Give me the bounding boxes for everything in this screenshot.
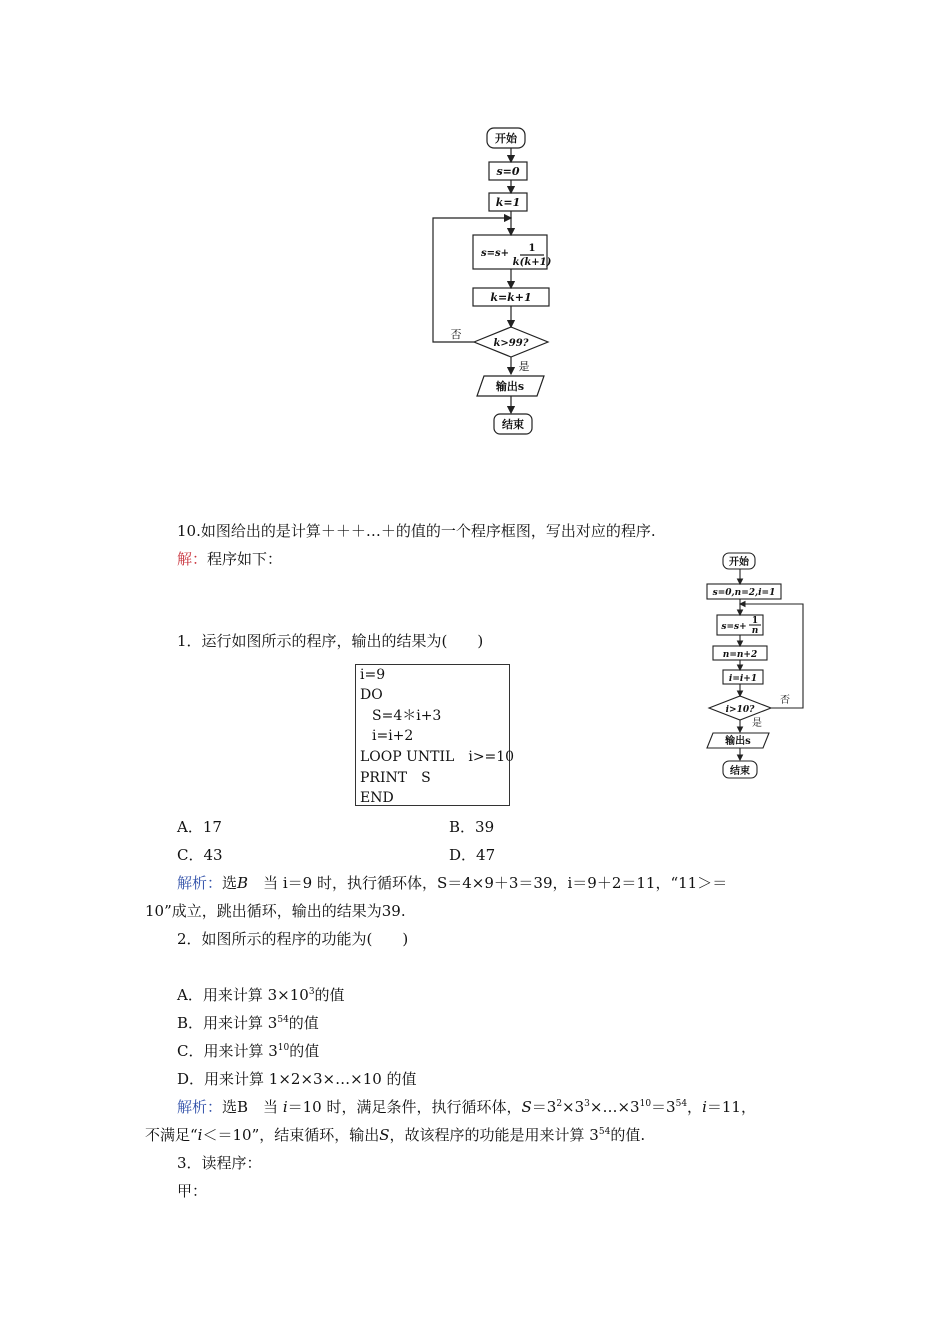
q2-sup: 10 <box>639 1099 652 1109</box>
q2-var-s: S <box>521 1098 532 1116</box>
q1-option-d: D．47 <box>449 846 496 864</box>
q2-c-pre: C．用来计算 3 <box>177 1042 278 1060</box>
q2-t1f: ＝3 <box>651 1098 676 1116</box>
q2-t1g: ， <box>687 1098 703 1116</box>
q1-option-a: A．17 <box>177 818 222 836</box>
q2-var-i: i <box>702 1098 707 1116</box>
q10-solution-text: 程序如下： <box>207 550 283 568</box>
q2-t2a: 不满足“ <box>145 1126 198 1144</box>
fc2-end-label: 结束 <box>730 766 750 777</box>
q2-c-post: 的值 <box>289 1042 320 1060</box>
q1-analysis-line1 <box>177 873 727 893</box>
fc1-no-label: 否 <box>450 328 462 341</box>
q2-b-pre: B．用来计算 3 <box>177 1014 278 1032</box>
q2-option-c <box>177 1041 319 1061</box>
q10-solution-label: 解： <box>177 550 208 568</box>
q10-text: 10.如图给出的是计算＋＋＋…＋的值的一个程序框图，写出对应的程序. <box>177 522 656 540</box>
fc1-init-s-label: s=0 <box>496 165 520 178</box>
q1-program-box <box>355 664 515 806</box>
fc1-frac-num: 1 <box>528 243 536 254</box>
q1-analysis-letter: B <box>237 874 249 892</box>
q10-solution <box>177 549 282 569</box>
q2-t1h: ＝11， <box>706 1098 756 1116</box>
q1-analysis-choice: 选 <box>222 874 238 892</box>
fc1-init-k-label: k=1 <box>495 196 521 209</box>
fc1-yes-label: 是 <box>518 360 530 373</box>
q2-sup: 54 <box>675 1099 688 1109</box>
q1-stem: 1．运行如图所示的程序，输出的结果为( ) <box>177 632 484 650</box>
q2-t1c: ＝3 <box>531 1098 557 1116</box>
q1-option-b: B．39 <box>449 818 495 836</box>
fc1-cond-label: k>99? <box>493 338 529 349</box>
code-line: LOOP UNTIL i>=10 <box>360 749 515 765</box>
flowchart-sum-n <box>695 548 815 784</box>
q2-a-post: 的值 <box>314 986 345 1004</box>
fc1-start-label: 开始 <box>495 132 517 145</box>
fc2-output-label: 输出s <box>725 736 751 747</box>
flowchart-sum-k <box>420 120 570 440</box>
q1-analysis-text: 当 i＝9 时，执行循环体，S＝4×9＋3＝39，i＝9＋2＝11，“11＞＝ <box>248 874 728 892</box>
q2-option-b <box>177 1013 319 1033</box>
q3-stem: 3．读程序： <box>177 1154 262 1172</box>
q2-t2d: 的值. <box>610 1126 646 1144</box>
q3-jia-label: 甲： <box>177 1182 208 1200</box>
q2-sup: 54 <box>598 1127 611 1137</box>
fc2-inc-i-label: i=i+1 <box>728 674 758 684</box>
q2-a-pre: A．用来计算 3×10 <box>177 986 309 1004</box>
q2-option-a <box>177 985 345 1005</box>
q2-sup: 2 <box>556 1099 563 1109</box>
q2-var-i: i <box>197 1126 203 1144</box>
code-line: END <box>360 790 394 806</box>
q2-t2b: ＜＝10”，结束循环，输出 <box>202 1126 380 1144</box>
fc1-assign-prefix: s=s+ <box>480 248 510 259</box>
fc2-start-label: 开始 <box>729 557 749 568</box>
q2-var-i: i <box>282 1098 288 1116</box>
q2-t1d: ×3 <box>562 1098 585 1116</box>
q2-t1a: 选B 当 <box>222 1098 283 1116</box>
q2-analysis-line1 <box>177 1097 756 1117</box>
code-line: i=i+2 <box>372 728 414 744</box>
fc1-end-label: 结束 <box>502 418 524 431</box>
q2-c-sup: 10 <box>277 1043 290 1053</box>
q1-option-c: C．43 <box>177 846 223 864</box>
fc2-assign-prefix: s=s+ <box>721 622 747 632</box>
q2-analysis-line2 <box>145 1125 645 1145</box>
fc1-inc-k-label: k=k+1 <box>490 291 532 304</box>
code-line: i=9 <box>360 667 386 683</box>
q2-t2c: ，故该程序的功能是用来计算 3 <box>389 1126 599 1144</box>
q2-b-sup: 54 <box>277 1015 289 1025</box>
fc2-frac-num: 1 <box>751 616 759 626</box>
q2-sup: 3 <box>584 1099 590 1109</box>
fc2-yes-label: 是 <box>752 718 762 729</box>
loop-back-line <box>433 218 511 342</box>
fc2-init-label: s=0,n=2,i=1 <box>712 588 776 598</box>
q1-analysis-line2: 10”成立，跳出循环，输出的结果为39. <box>145 902 406 920</box>
code-line: S=4＊i+3 <box>372 708 442 724</box>
q2-t1e: ×…×3 <box>589 1098 640 1116</box>
q2-t1b: ＝10 时，满足条件，执行循环体， <box>287 1098 522 1116</box>
fc2-frac-den: n <box>751 626 759 636</box>
code-line: PRINT S <box>360 770 431 786</box>
fc1-frac-den: k(k+1) <box>512 257 552 268</box>
code-line: DO <box>360 687 383 703</box>
fc2-inc-n-label: n=n+2 <box>722 650 758 660</box>
q2-var-s: S <box>379 1126 390 1144</box>
fc2-cond-label: i>10? <box>725 705 755 715</box>
q1-analysis-label: 解析： <box>177 874 223 892</box>
q2-b-post: 的值 <box>288 1014 319 1032</box>
fc1-output-label: 输出s <box>495 380 525 393</box>
q2-a-sup: 3 <box>308 987 315 997</box>
fc2-no-label: 否 <box>780 695 790 706</box>
q2-analysis-label: 解析： <box>177 1098 223 1116</box>
q2-stem: 2．如图所示的程序的功能为( ) <box>177 930 409 948</box>
q2-option-d: D．用来计算 1×2×3×…×10 的值 <box>177 1070 417 1088</box>
